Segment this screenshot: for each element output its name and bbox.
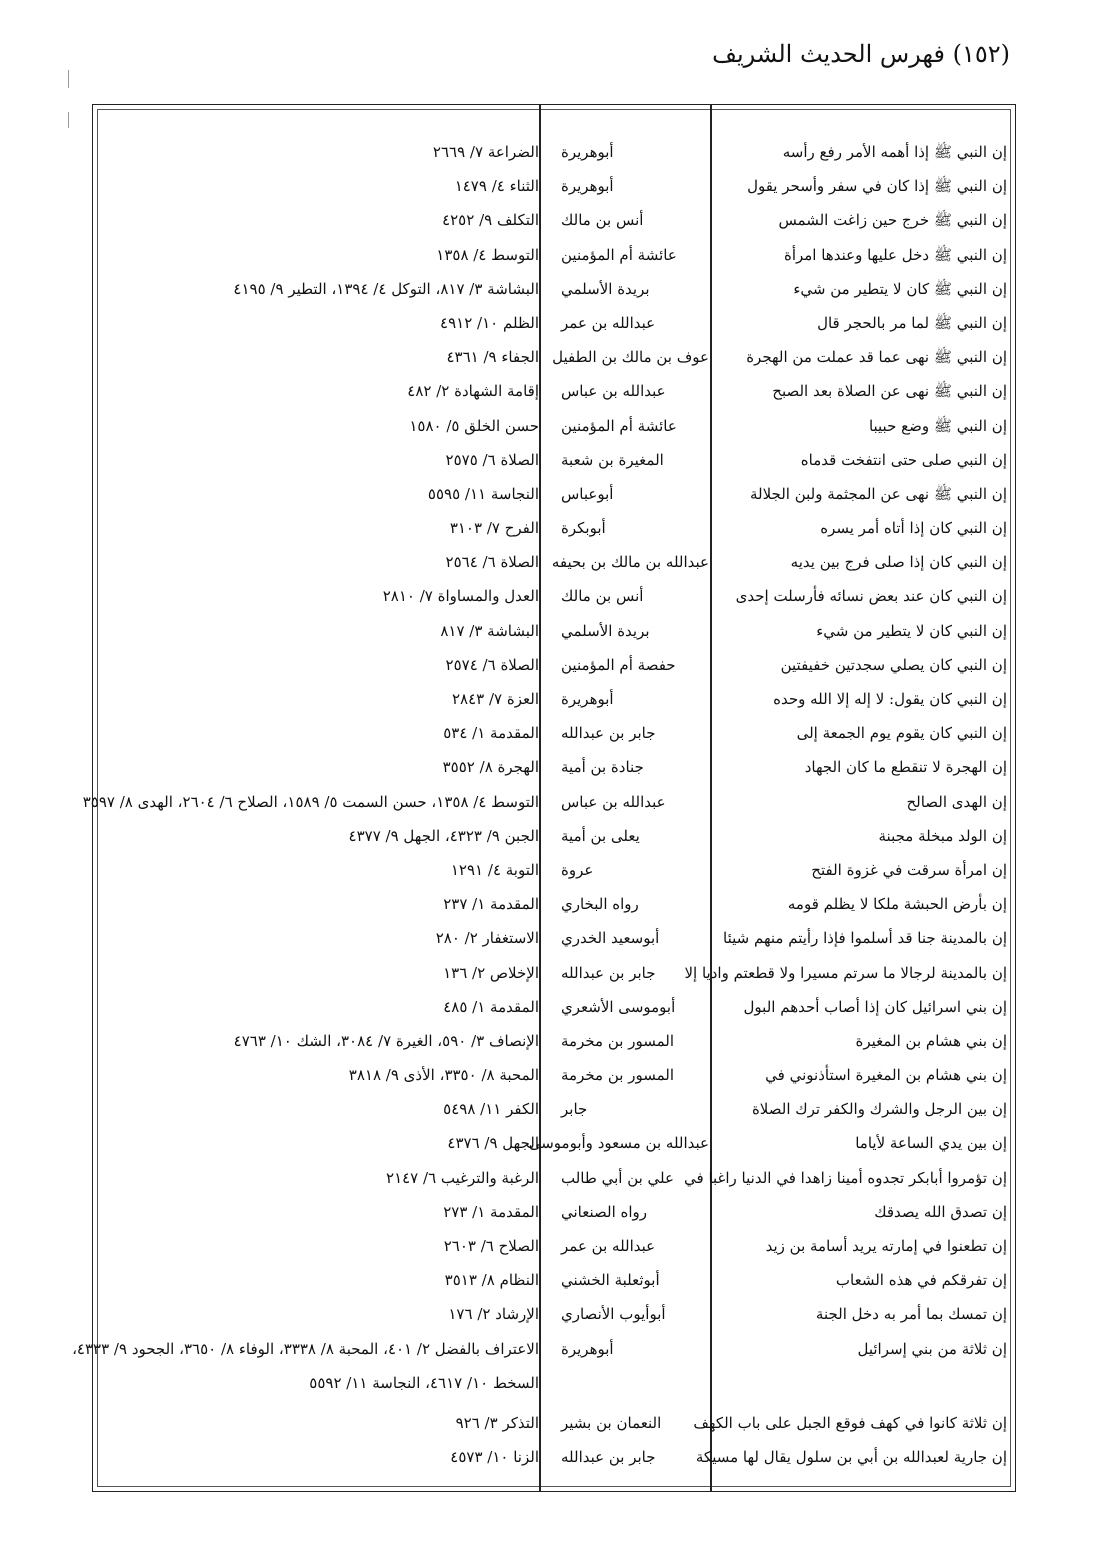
reference-line: الإرشاد ٢/ ١٧٦ xyxy=(448,1305,539,1324)
index-table xyxy=(72,104,1016,1492)
reference-line: الإخلاص ٢/ ١٣٦ xyxy=(443,963,539,982)
hadith-text: إن الهجرة لا تنقطع ما كان الجهاد xyxy=(804,758,1007,777)
table-row xyxy=(93,1195,1015,1229)
table-row xyxy=(93,956,1015,990)
narrator: رواه الصنعاني xyxy=(561,1202,648,1221)
references xyxy=(99,169,539,203)
narrator: النعمان بن بشير xyxy=(561,1413,662,1432)
narrator: المسور بن مخرمة xyxy=(561,1031,674,1050)
table-row xyxy=(93,716,1015,750)
reference-line: الصلاة ٦/ ٢٥٧٥ xyxy=(445,450,539,469)
reference-line: إقامة الشهادة ٢/ ٤٨٢ xyxy=(407,382,539,401)
margin-mark xyxy=(68,112,69,128)
references xyxy=(99,1092,539,1126)
narrator: جابر بن عبدالله xyxy=(561,724,656,743)
hadith-text: إن بالمدينة جنا قد أسلموا فإذا رأيتم منهم شيئا xyxy=(723,929,1007,948)
table-row xyxy=(93,1126,1015,1160)
narrator: عبدالله بن عمر xyxy=(561,313,656,332)
references xyxy=(99,1263,539,1297)
table-row xyxy=(93,648,1015,682)
references xyxy=(99,1195,539,1229)
reference-line: التكلف ٩/ ٤٢٥٢ xyxy=(442,211,539,230)
reference-line: حسن الخلق ٥/ ١٥٨٠ xyxy=(409,416,539,435)
narrator: عبدالله بن عباس xyxy=(561,792,666,811)
narrator: أبوهريرة xyxy=(561,143,614,161)
table-row xyxy=(93,340,1015,374)
narrator: عائشة أم المؤمنين xyxy=(561,245,677,264)
narrator: أبوهريرة xyxy=(561,177,614,196)
table-row xyxy=(93,443,1015,477)
page-header xyxy=(106,40,1010,80)
hadith-text: إن امرأة سرقت في غزوة الفتح xyxy=(811,860,1007,879)
narrator: رواه البخاري xyxy=(561,895,639,914)
hadith-text: إن النبي ﷺ إذا كان في سفر وأسحر يقول xyxy=(747,177,1007,196)
hadith-text: إن تفرقكم في هذه الشعاب xyxy=(835,1271,1007,1290)
reference-line: المقدمة ١/ ٢٧٣ xyxy=(443,1202,539,1221)
table-row xyxy=(93,853,1015,887)
table-row xyxy=(93,511,1015,545)
hadith-text: إن النبي ﷺ خرج حين زاغت الشمس xyxy=(778,211,1007,230)
references xyxy=(99,1406,539,1440)
narrator: جابر xyxy=(561,1100,588,1119)
table-row xyxy=(93,1161,1015,1195)
references xyxy=(99,1440,539,1474)
table-body xyxy=(72,135,1015,1474)
reference-line: الزنا ١٠/ ٤٥٧٣ xyxy=(450,1448,539,1467)
references xyxy=(99,921,539,955)
narrator: أبوأيوب الأنصاري xyxy=(561,1305,666,1324)
reference-line: السخط ١٠/ ٤٦١٧، النجاسة ١١/ ٥٥٩٢ xyxy=(309,1373,539,1392)
hadith-text: إن النبي ﷺ نهى عن المجثمة ولبن الجلالة xyxy=(749,484,1007,503)
hadith-text: إن النبي كان إذا صلى فرج بين يديه xyxy=(790,553,1007,572)
narrator: أنس بن مالك xyxy=(561,211,644,230)
reference-line: النجاسة ١١/ ٥٥٩٥ xyxy=(427,484,539,503)
table-row xyxy=(93,306,1015,340)
references xyxy=(99,1024,539,1058)
hadith-text: إن جارية لعبدالله بن أبي بن سلول يقال لها مسيكة xyxy=(695,1448,1007,1467)
hadith-text: إن النبي ﷺ لما مر بالحجر قال xyxy=(817,313,1007,332)
table-row xyxy=(93,203,1015,237)
reference-line: التوسط ٤/ ١٣٥٨، حسن السمت ٥/ ١٥٨٩، الصلاح ٦/ ٢٦٠٤، الهدى ٨/ ٣٥٩٧ xyxy=(82,792,539,811)
narrator: عروة xyxy=(561,860,594,879)
hadith-text: إن النبي ﷺ نهى عما قد عملت من الهجرة xyxy=(746,348,1007,367)
reference-line: الجبن ٩/ ٤٣٢٣، الجهل ٩/ ٤٣٧٧ xyxy=(348,826,539,845)
table-row xyxy=(93,238,1015,272)
hadith-text: إن بين يدي الساعة لأياما xyxy=(855,1134,1007,1153)
references xyxy=(99,853,539,887)
table-row xyxy=(93,1297,1015,1331)
table-row xyxy=(93,477,1015,511)
references xyxy=(99,340,539,374)
references xyxy=(99,409,539,443)
reference-line: البشاشة ٣/ ٨١٧، التوكل ٤/ ١٣٩٤، التطير ٩/ ٤١٩٥ xyxy=(233,279,539,298)
references xyxy=(72,1332,539,1400)
reference-line: العزة ٧/ ٢٨٤٣ xyxy=(451,690,539,708)
narrator: جنادة بن أمية xyxy=(561,758,644,777)
table-row xyxy=(93,614,1015,648)
hadith-text: إن النبي ﷺ نهى عن الصلاة بعد الصبح xyxy=(772,382,1007,401)
reference-line: الهجرة ٨/ ٣٥٥٢ xyxy=(442,758,539,777)
table-row xyxy=(93,921,1015,955)
table-row xyxy=(93,682,1015,716)
reference-line: العدل والمساواة ٧/ ٢٨١٠ xyxy=(382,587,539,606)
reference-line: الاعتراف بالفضل ٢/ ٤٠١، المحبة ٨/ ٣٣٣٨، الوفاء ٨/ ٣٦٥٠، الجحود ٩/ ٤٣٣٣، xyxy=(72,1339,539,1358)
hadith-text: إن بني اسرائيل كان إذا أصاب أحدهم البول xyxy=(743,997,1007,1016)
hadith-text: إن النبي صلى حتى انتفخت قدماه xyxy=(800,450,1007,469)
references xyxy=(99,1058,539,1092)
reference-line: الرغبة والترغيب ٦/ ٢١٤٧ xyxy=(386,1168,539,1187)
references xyxy=(99,1229,539,1263)
narrator: أبوبكرة xyxy=(561,519,606,538)
reference-line: الإنصاف ٣/ ٥٩٠، الغيرة ٧/ ٣٠٨٤، الشك ١٠/ ٤٧٦٣ xyxy=(233,1031,539,1050)
hadith-text: إن بأرض الحبشة ملكا لا يظلم قومه xyxy=(787,895,1007,914)
references xyxy=(99,956,539,990)
table-row xyxy=(93,1092,1015,1126)
references xyxy=(99,750,539,784)
hadith-text: إن النبي ﷺ وضع حبيبا xyxy=(868,416,1007,435)
references xyxy=(82,785,539,819)
reference-line: المقدمة ١/ ٥٣٤ xyxy=(443,724,539,743)
narrator: المسور بن مخرمة xyxy=(561,1066,674,1085)
reference-line: التذكر ٣/ ٩٢٦ xyxy=(455,1413,539,1432)
table-row xyxy=(82,785,1015,819)
hadith-text: إن بين الرجل والشرك والكفر ترك الصلاة xyxy=(751,1100,1007,1119)
hadith-text: إن النبي كان عند بعض نسائه فأرسلت إحدى xyxy=(735,587,1007,606)
table-row xyxy=(72,1332,1015,1400)
table-row xyxy=(93,1058,1015,1092)
table-row xyxy=(93,374,1015,408)
page-title: (١٥٢) فهرس الحديث الشريف xyxy=(712,40,1010,68)
reference-line: الصلاة ٦/ ٢٥٦٤ xyxy=(445,553,539,572)
references xyxy=(99,716,539,750)
narrator: أبوثعلبة الخشني xyxy=(561,1271,660,1290)
narrator: عبدالله بن مسعود وأبوموسى xyxy=(528,1134,709,1153)
table-row xyxy=(93,887,1015,921)
margin-mark xyxy=(68,70,69,88)
hadith-text: إن الولد مبخلة مجبنة xyxy=(878,826,1007,845)
hadith-text: إن النبي ﷺ كان لا يتطير من شيء xyxy=(793,279,1007,298)
reference-line: النظام ٨/ ٣٥١٣ xyxy=(444,1271,539,1290)
narrator: جابر بن عبدالله xyxy=(561,1448,656,1467)
narrator: أنس بن مالك xyxy=(561,587,644,606)
reference-line: الصلاة ٦/ ٢٥٧٤ xyxy=(445,655,539,674)
table-row xyxy=(93,409,1015,443)
hadith-text: إن النبي كان يصلي سجدتين خفيفتين xyxy=(780,655,1007,674)
reference-line: التوسط ٤/ ١٣٥٨ xyxy=(436,245,539,264)
references xyxy=(99,1297,539,1331)
table-row xyxy=(93,1406,1015,1440)
narrator: بريدة الأسلمي xyxy=(561,279,650,298)
reference-line: المقدمة ١/ ٤٨٥ xyxy=(443,997,539,1016)
narrator: أبوهريرة xyxy=(561,690,614,708)
reference-line: البشاشة ٣/ ٨١٧ xyxy=(440,621,539,640)
narrator: عبدالله بن عمر xyxy=(561,1237,656,1255)
references xyxy=(99,511,539,545)
hadith-text: إن النبي كان يقوم يوم الجمعة إلى xyxy=(796,724,1007,743)
narrator: عائشة أم المؤمنين xyxy=(561,416,677,435)
reference-line: الفرح ٧/ ٣١٠٣ xyxy=(449,519,539,538)
hadith-text: إن النبي كان لا يتطير من شيء xyxy=(816,621,1007,640)
references xyxy=(99,648,539,682)
table-row xyxy=(93,819,1015,853)
hadith-text: إن ثلاثة من بني إسرائيل xyxy=(857,1339,1007,1358)
references xyxy=(99,990,539,1024)
table-row xyxy=(93,1263,1015,1297)
table-row xyxy=(93,1229,1015,1263)
hadith-text: إن النبي كان إذا أتاه أمر يسره xyxy=(820,519,1007,538)
references xyxy=(99,682,539,716)
references xyxy=(99,306,539,340)
references xyxy=(99,579,539,613)
references xyxy=(99,203,539,237)
hadith-text: إن ثلاثة كانوا في كهف فوقع الجبل على باب الكهف xyxy=(693,1413,1007,1432)
table-row xyxy=(93,135,1015,169)
narrator: أبوسعيد الخدري xyxy=(561,929,660,948)
narrator: علي بن أبي طالب xyxy=(561,1168,674,1187)
reference-line: الصلاح ٦/ ٢٦٠٣ xyxy=(443,1237,539,1255)
hadith-text: إن النبي كان يقول: لا إله إلا الله وحده xyxy=(773,690,1007,708)
narrator: عبدالله بن عباس xyxy=(561,382,666,401)
reference-line: المقدمة ١/ ٢٣٧ xyxy=(443,895,539,914)
narrator: عوف بن مالك بن الطفيل xyxy=(552,348,709,367)
references xyxy=(99,614,539,648)
hadith-text: إن تصدق الله يصدقك xyxy=(874,1202,1007,1221)
reference-line: الجفاء ٩/ ٤٣٦١ xyxy=(446,348,539,367)
references xyxy=(99,477,539,511)
references xyxy=(99,374,539,408)
table-row xyxy=(93,272,1015,306)
hadith-text: إن تمسك بما أمر به دخل الجنة xyxy=(815,1305,1007,1324)
narrator: حفصة أم المؤمنين xyxy=(561,655,676,674)
table-row xyxy=(93,750,1015,784)
reference-line: التوبة ٤/ ١٢٩١ xyxy=(450,860,539,879)
reference-line: الجهل ٩/ ٤٣٧٦ xyxy=(447,1134,539,1153)
references xyxy=(99,272,539,306)
narrator: يعلى بن أمية xyxy=(561,826,640,845)
reference-line: الكفر ١١/ ٥٤٩٨ xyxy=(443,1100,539,1119)
table-row xyxy=(93,1024,1015,1058)
reference-line: الضراعة ٧/ ٢٦٦٩ xyxy=(432,143,539,161)
references xyxy=(99,1161,539,1195)
narrator: بريدة الأسلمي xyxy=(561,621,650,640)
hadith-text: إن بني هشام بن المغيرة استأذنوني في xyxy=(765,1066,1007,1085)
table-row xyxy=(93,545,1015,579)
table-row xyxy=(93,169,1015,203)
hadith-text: إن بني هشام بن المغيرة xyxy=(855,1031,1007,1050)
table-row xyxy=(93,990,1015,1024)
table-row xyxy=(93,579,1015,613)
narrator: المغيرة بن شعبة xyxy=(561,450,664,469)
narrator: جابر بن عبدالله xyxy=(561,963,656,982)
narrator: عبدالله بن مالك بن بحيفه xyxy=(551,553,709,572)
references xyxy=(99,887,539,921)
references xyxy=(99,443,539,477)
table-row xyxy=(93,1440,1015,1474)
narrator: أبوعباس xyxy=(561,484,614,503)
references xyxy=(99,135,539,169)
reference-line: الثناء ٤/ ١٤٧٩ xyxy=(454,177,539,196)
narrator: أبوهريرة xyxy=(561,1339,614,1358)
references xyxy=(99,819,539,853)
reference-line: الاستغفار ٢/ ٢٨٠ xyxy=(435,929,539,948)
hadith-text: إن النبي ﷺ دخل عليها وعندها امرأة xyxy=(783,245,1007,264)
hadith-text: إن بالمدينة لرجالا ما سرتم مسيرا ولا قطعتم واديا إلا xyxy=(684,963,1007,982)
narrator: أبوموسى الأشعري xyxy=(561,997,676,1016)
references xyxy=(99,545,539,579)
references xyxy=(99,238,539,272)
hadith-text: إن تؤمروا أبابكر تجدوه أمينا زاهدا في الدنيا راغبا في xyxy=(684,1168,1007,1187)
hadith-text: إن تطعنوا في إمارته يريد أسامة بن زيد xyxy=(765,1237,1007,1255)
hadith-text: إن النبي ﷺ إذا أهمه الأمر رفع رأسه xyxy=(782,143,1007,161)
reference-line: المحبة ٨/ ٣٣٥٠، الأذى ٩/ ٣٨١٨ xyxy=(348,1066,539,1085)
references xyxy=(99,1126,539,1160)
hadith-text: إن الهدى الصالح xyxy=(906,792,1007,811)
reference-line: الظلم ١٠/ ٤٩١٢ xyxy=(440,313,539,332)
